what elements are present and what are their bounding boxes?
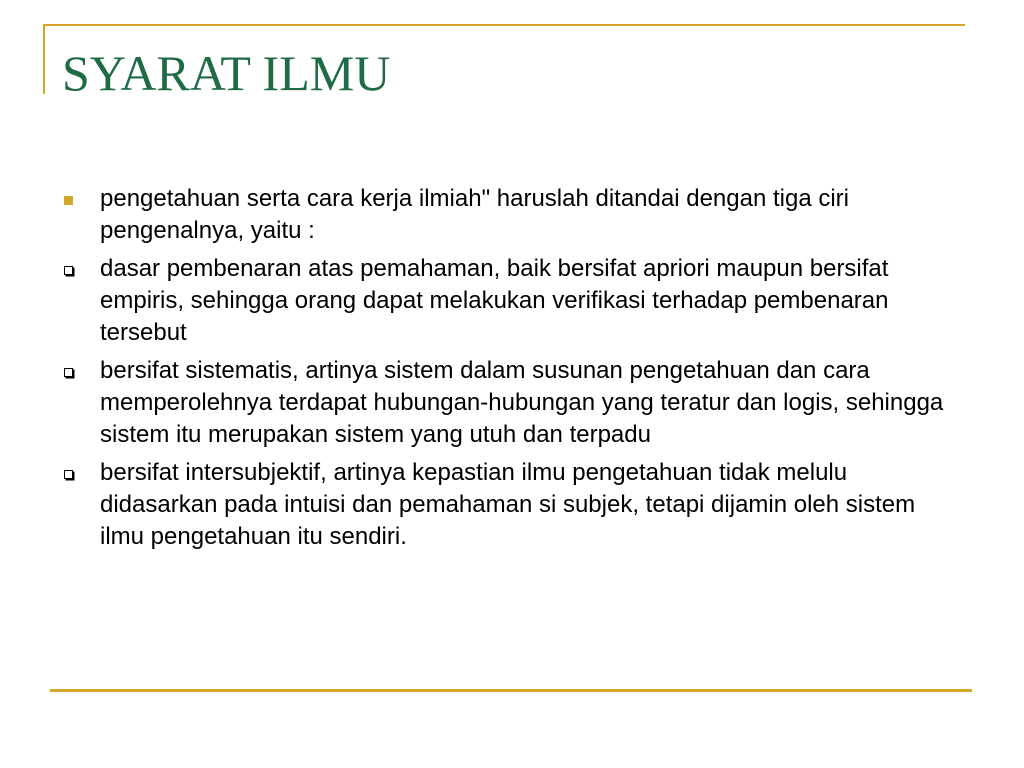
list-item-text: pengetahuan serta cara kerja ilmiah" haruslah ditandai dengan tiga ciri pengenalnya, yaitu : [100, 185, 849, 244]
top-accent-line [43, 24, 965, 26]
square-bullet-icon [64, 196, 73, 205]
list-item-text: dasar pembenaran atas pemahaman, baik bersifat apriori maupun bersifat empiris, sehingga orang dapat melakukan verifikasi terhadap pembenaran tersebut [100, 255, 889, 346]
hollow-square-bullet-icon [64, 470, 73, 479]
list-item-text: bersifat sistematis, artinya sistem dalam susunan pengetahuan dan cara memperolehnya terdapat hubungan-hubungan yang teratur dan logis, sehingga sistem itu merupakan sistem yang utuh dan terpadu [100, 357, 944, 448]
bullet-list [60, 183, 950, 559]
list-item-text: bersifat intersubjektif, artinya kepastian ilmu pengetahuan tidak melulu didasarkan pada intuisi dan pemahaman si subjek, tetapi dijamin oleh sistem ilmu pengetahuan itu sendiri. [100, 459, 916, 550]
bottom-accent-line [50, 689, 972, 692]
list-item [60, 183, 950, 247]
hollow-square-bullet-icon [64, 368, 73, 377]
list-item [60, 253, 950, 349]
list-item [60, 457, 950, 553]
left-accent-line [43, 24, 45, 94]
list-item [60, 355, 950, 451]
slide-title: SYARAT ILMU [62, 45, 391, 101]
hollow-square-bullet-icon [64, 266, 73, 275]
